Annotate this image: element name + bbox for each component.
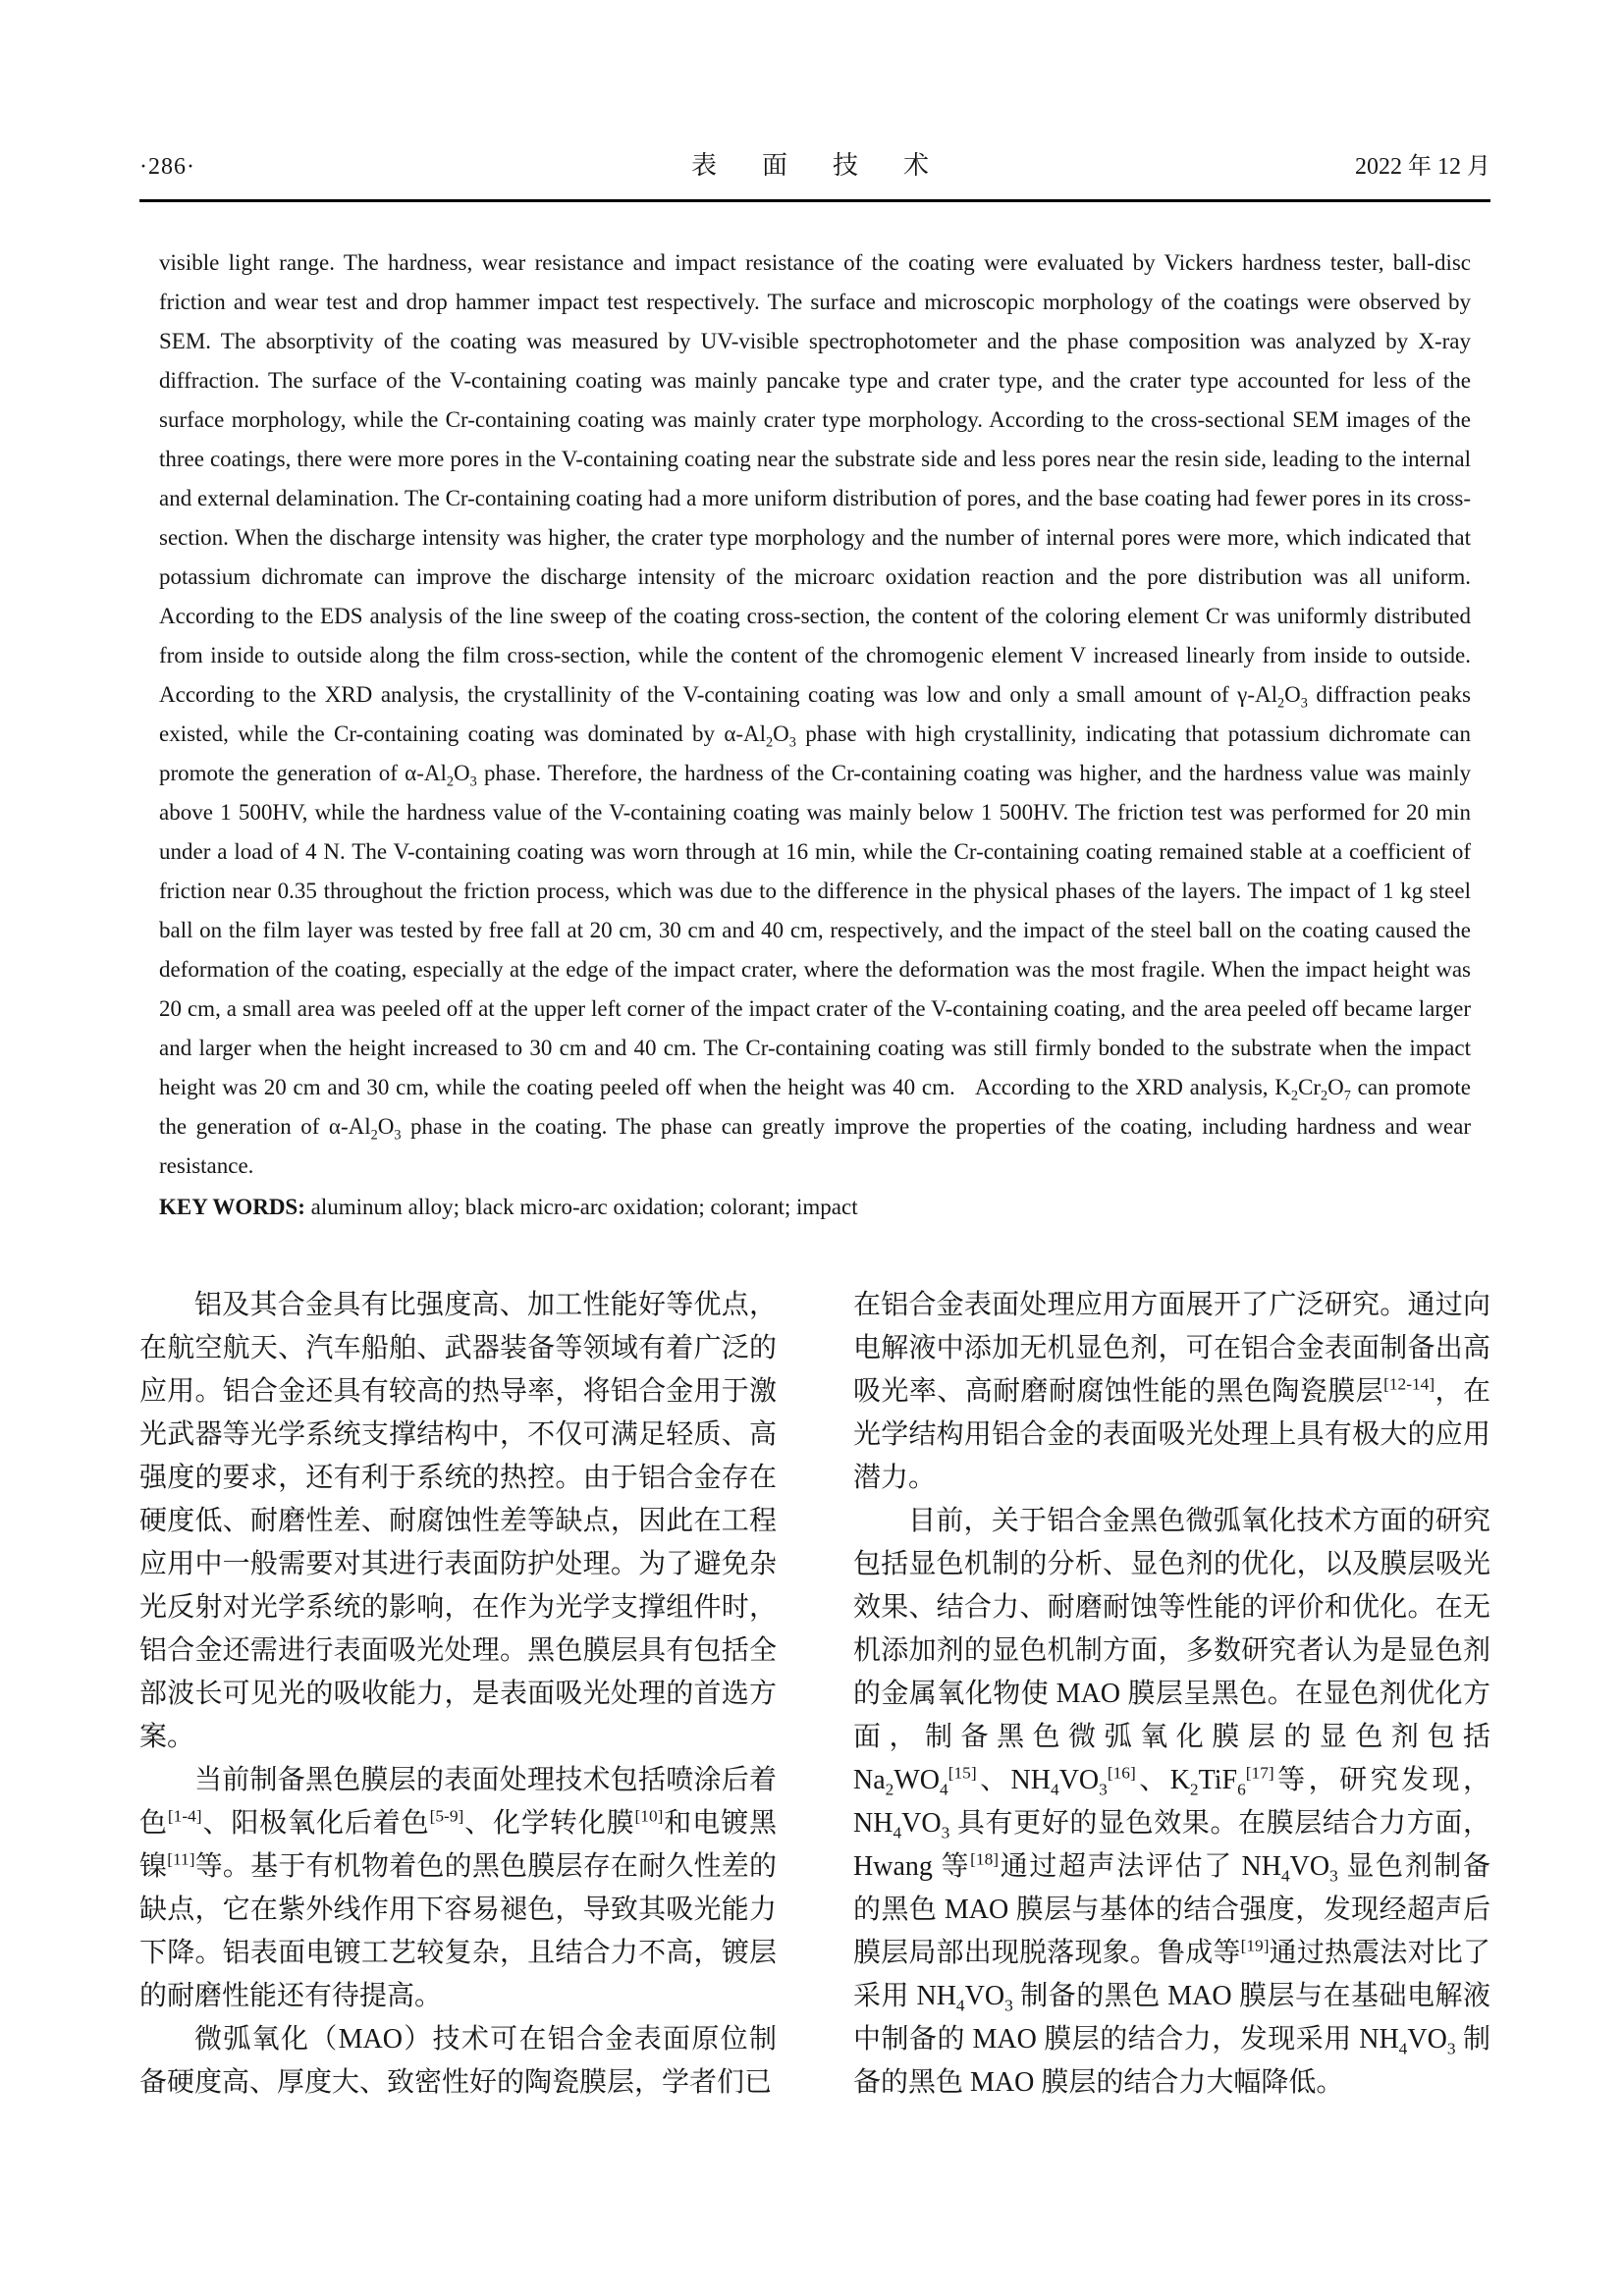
page-header: [139, 145, 1490, 182]
left-column: [139, 1284, 777, 2105]
paragraph: 在铝合金表面处理应用方面展开了广泛研究。通过向电解液中添加无机显色剂，可在铝合金表面制备出高吸光率、高耐磨耐腐蚀性能的黑色陶瓷膜层[12-14]，在光学结构用铝合金的表面吸光处理上具有极大的应用潜力。: [853, 1290, 1490, 1493]
page-number: ·286·: [139, 154, 195, 180]
keywords-value: aluminum alloy; black micro-arc oxidation; colorant; impact: [304, 1195, 858, 1219]
paragraph: 铝及其合金具有比强度高、加工性能好等优点，在航空航天、汽车船舶、武器装备等领域有着广泛的应用。铝合金还具有较高的热导率，将铝合金用于激光武器等光学系统支撑结构中，不仅可满足轻质、高强度的要求，还有利于系统的热控。由于铝合金存在硬度低、耐磨性差、耐腐蚀性差等缺点，因此在工程应用中一般需要对其进行表面防护处理。为了避免杂光反射对光学系统的影响，在作为光学支撑组件时，铝合金还需进行表面吸光处理。黑色膜层具有包括全部波长可见光的吸收能力，是表面吸光处理的首选方案。: [139, 1290, 777, 1752]
abstract-section: [159, 243, 1471, 1227]
right-column: [853, 1284, 1490, 2105]
journal-title: 表 面 技 术: [690, 151, 939, 180]
paragraph: 目前，关于铝合金黑色微弧氧化技术方面的研究包括显色机制的分析、显色剂的优化，以及膜层吸光效果、结合力、耐磨耐蚀等性能的评价和优化。在无机添加剂的显色机制方面，多数研究者认为是显色剂的金属氧化物使 MAO 膜层呈黑色。在显色剂优化方面，制备黑色微弧氧化膜层的显色剂包括 $Na_2WO_4[15]$、$NH_4VO_3[16]$、$K_2TiF_6[17]$等，研究发现，$NH_4VO_3$ 具有更好的显色效果。在膜层结合力方面，Hwang 等[18]通过超声法评估了 $NH_4VO_3$ 显色剂制备的黑色 MAO 膜层与基体的结合强度，发现经超声后膜层局部出现脱落现象。鲁成等[19]通过热震法对比了采用 $NH_4VO_3$ 制备的黑色 MAO 膜层与在基础电解液中制备的 MAO 膜层的结合力，发现采用 $NH_4VO_3$ 制备的黑色 MAO 膜层的结合力大幅降低。: [853, 1506, 1490, 2098]
issue-date: 2022 年 12 月: [1355, 154, 1490, 180]
paragraph: 微弧氧化（MAO）技术可在铝合金表面原位制备硬度高、厚度大、致密性好的陶瓷膜层，学者们已: [139, 2024, 777, 2098]
keywords-label: KEY WORDS:: [159, 1195, 305, 1219]
keywords-line: [159, 1188, 1471, 1227]
header-rule: [139, 199, 1490, 202]
body-columns: [139, 1284, 1490, 2105]
abstract-text: visible light range. The hardness, wear resistance and impact resistance of the coating were evaluated by Vickers hardness tester, ball-disc friction and wear test and drop hammer impact test respectively. The surface and microscopic morphology of the coatings were observed by SEM. The absorptivity of the coating was measured by UV-visible spectrophotometer and the phase composition was analyzed by X-ray diffraction. The surface of the V-containing coating was mainly pancake type and crater type, and the crater type accounted for less of the surface morphology, while the Cr-containing coating was mainly crater type morphology. According to the cross-sectional SEM images of the three coatings, there were more pores in the V-containing coating near the substrate side and less pores near the resin side, leading to the internal and external delamination. The Cr-containing coating had a more uniform distribution of pores, and the base coating had fewer pores in its cross-section. When the discharge intensity was higher, the crater type morphology and the number of internal pores were more, which indicated that potassium dichromate can improve the discharge intensity of the microarc oxidation reaction and the pore distribution was all uniform. According to the EDS analysis of the line sweep of the coating cross-section, the content of the coloring element Cr was uniformly distributed from inside to outside along the film cross-section, while the content of the chromogenic element V increased linearly from inside to outside. According to the XRD analysis, the crystallinity of the V-containing coating was low and only a small amount of $\gamma-Al_2O_3$ diffraction peaks existed, while the Cr-containing coating was dominated by $\alpha-Al_2O_3$ phase with high crystallinity, indicating that potassium dichromate can promote the generation of $\alpha-Al_2O_3$ phase. Therefore, the hardness of the Cr-containing coating was higher, and the hardness value was mainly above 1 500HV, while the hardness value of the V-containing coating was mainly below 1 500HV. The friction test was performed for 20 min under a load of 4 N. The V-containing coating was worn through at 16 min, while the Cr-containing coating remained stable at a coefficient of friction near 0.35 throughout the friction process, which was due to the difference in the physical phases of the layers. The impact of 1 kg steel ball on the film layer was tested by free fall at 20 cm, 30 cm and 40 cm, respectively, and the impact of the steel ball on the coating caused the deformation of the coating, especially at the edge of the impact crater, where the deformation was the most fragile. When the impact height was 20 cm, a small area was peeled off at the upper left corner of the impact crater of the V-containing coating, and the area peeled off became larger and larger when the height increased to 30 cm and 40 cm. The Cr-containing coating was still firmly bonded to the substrate when the impact height was 20 cm and 30 cm, while the coating peeled off when the height was 40 cm. According to the XRD analysis, $K_2Cr_2O_7$ can promote the generation of $\alpha-Al_2O_3$ phase in the coating. The phase can greatly improve the properties of the coating, including hardness and wear resistance.: [159, 250, 1472, 1178]
paragraph: 当前制备黑色膜层的表面处理技术包括喷涂后着色[1-4]、阳极氧化后着色[5-9]、化学转化膜[10]和电镀黑镍[11]等。基于有机物着色的黑色膜层存在耐久性差的缺点，它在紫外线作用下容易褪色，导致其吸光能力下降。铝表面电镀工艺较复杂，且结合力不高，镀层的耐磨性能还有待提高。: [139, 1765, 777, 2011]
